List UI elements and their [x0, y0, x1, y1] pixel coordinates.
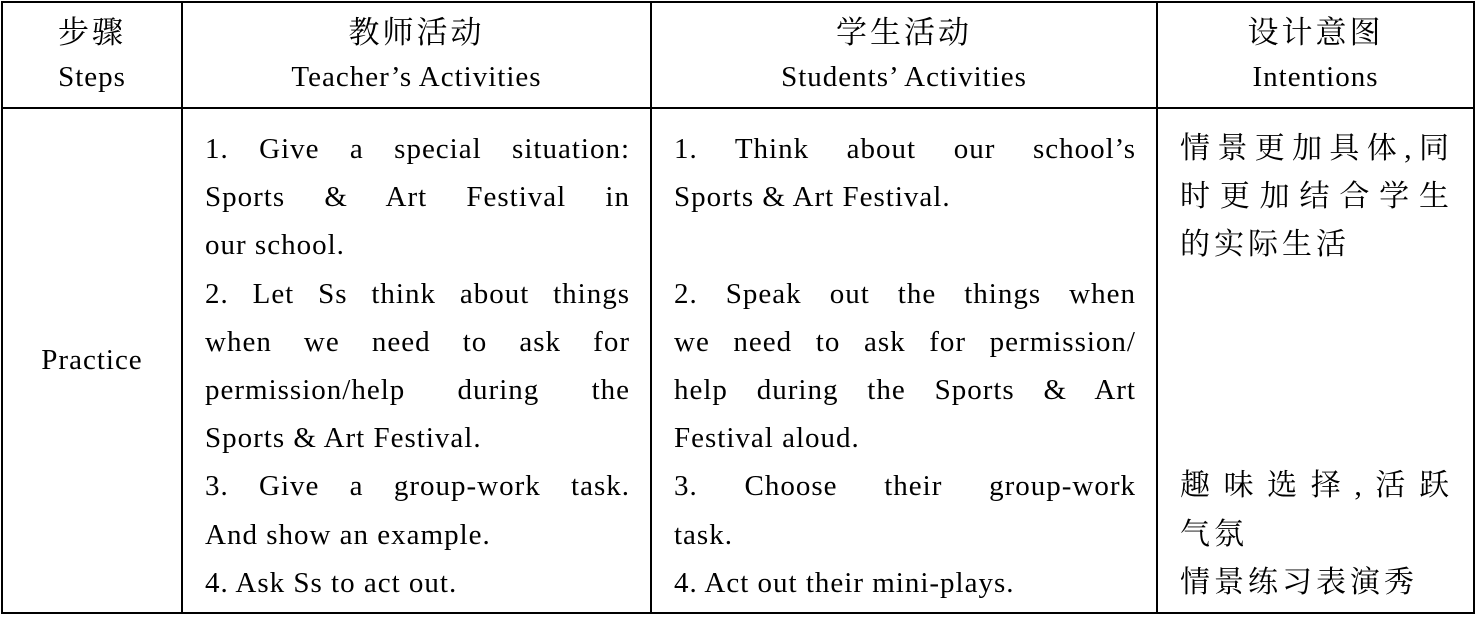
header-teacher	[182, 2, 651, 108]
header-teacher-zh: 教师活动	[348, 15, 485, 50]
header-steps	[2, 2, 182, 108]
student-line: help during the Sports & Art	[674, 373, 1136, 406]
student-line: 2. Speak out the things when	[674, 277, 1136, 310]
intention-line-blank	[1180, 270, 1453, 318]
intention-line: 情景练习表演秀	[1180, 565, 1418, 599]
header-row	[2, 2, 1474, 108]
header-students	[651, 2, 1157, 108]
header-intentions-en: Intentions	[1252, 61, 1379, 93]
teacher-line: Sports & Art Festival in	[205, 181, 630, 214]
practice-row	[2, 108, 1474, 613]
student-line-blank	[674, 221, 1136, 269]
header-steps-zh: 步骤	[58, 15, 126, 50]
step-cell	[2, 108, 182, 613]
student-line: Sports & Art Festival.	[674, 181, 951, 214]
header-intentions	[1157, 2, 1474, 108]
intention-line: 时更加结合学生	[1180, 180, 1453, 214]
teacher-line: permission/help during the	[205, 373, 630, 406]
teacher-activities-cell	[182, 108, 651, 613]
intention-line-blank	[1180, 318, 1453, 366]
student-line: we need to ask for permission/	[674, 325, 1136, 358]
student-line: Festival aloud.	[674, 422, 860, 455]
teacher-line: Sports & Art Festival.	[205, 422, 482, 455]
student-line: 4. Act out their mini-plays.	[674, 566, 1015, 599]
header-students-en: Students’ Activities	[781, 61, 1027, 93]
student-activities-cell	[651, 108, 1157, 613]
intention-line-blank	[1180, 366, 1453, 414]
header-teacher-en: Teacher’s Activities	[291, 61, 542, 93]
step-label: Practice	[41, 344, 143, 376]
lesson-plan-table	[1, 1, 1475, 614]
intentions-cell	[1157, 108, 1474, 613]
intention-line: 趣味选择,活跃	[1180, 469, 1453, 503]
teacher-line: our school.	[205, 229, 345, 262]
intention-line: 气氛	[1180, 517, 1248, 551]
header-intentions-zh: 设计意图	[1247, 15, 1384, 50]
teacher-line: when we need to ask for	[205, 325, 630, 358]
header-steps-en: Steps	[58, 61, 126, 93]
teacher-line: 4. Ask Ss to act out.	[205, 566, 458, 599]
teacher-line: And show an example.	[205, 518, 491, 551]
intention-line-blank	[1180, 414, 1453, 462]
intention-line: 情景更加具体,同	[1180, 132, 1453, 165]
student-line: task.	[674, 518, 733, 551]
student-line: 1. Think about our school’s	[674, 133, 1136, 165]
header-students-zh: 学生活动	[836, 15, 972, 50]
intention-line: 的实际生活	[1180, 228, 1350, 262]
teacher-line: 3. Give a group-work task.	[205, 470, 630, 503]
student-line: 3. Choose their group-work	[674, 470, 1136, 503]
teacher-line: 1. Give a special situation:	[205, 133, 630, 165]
teacher-line: 2. Let Ss think about things	[205, 277, 630, 310]
